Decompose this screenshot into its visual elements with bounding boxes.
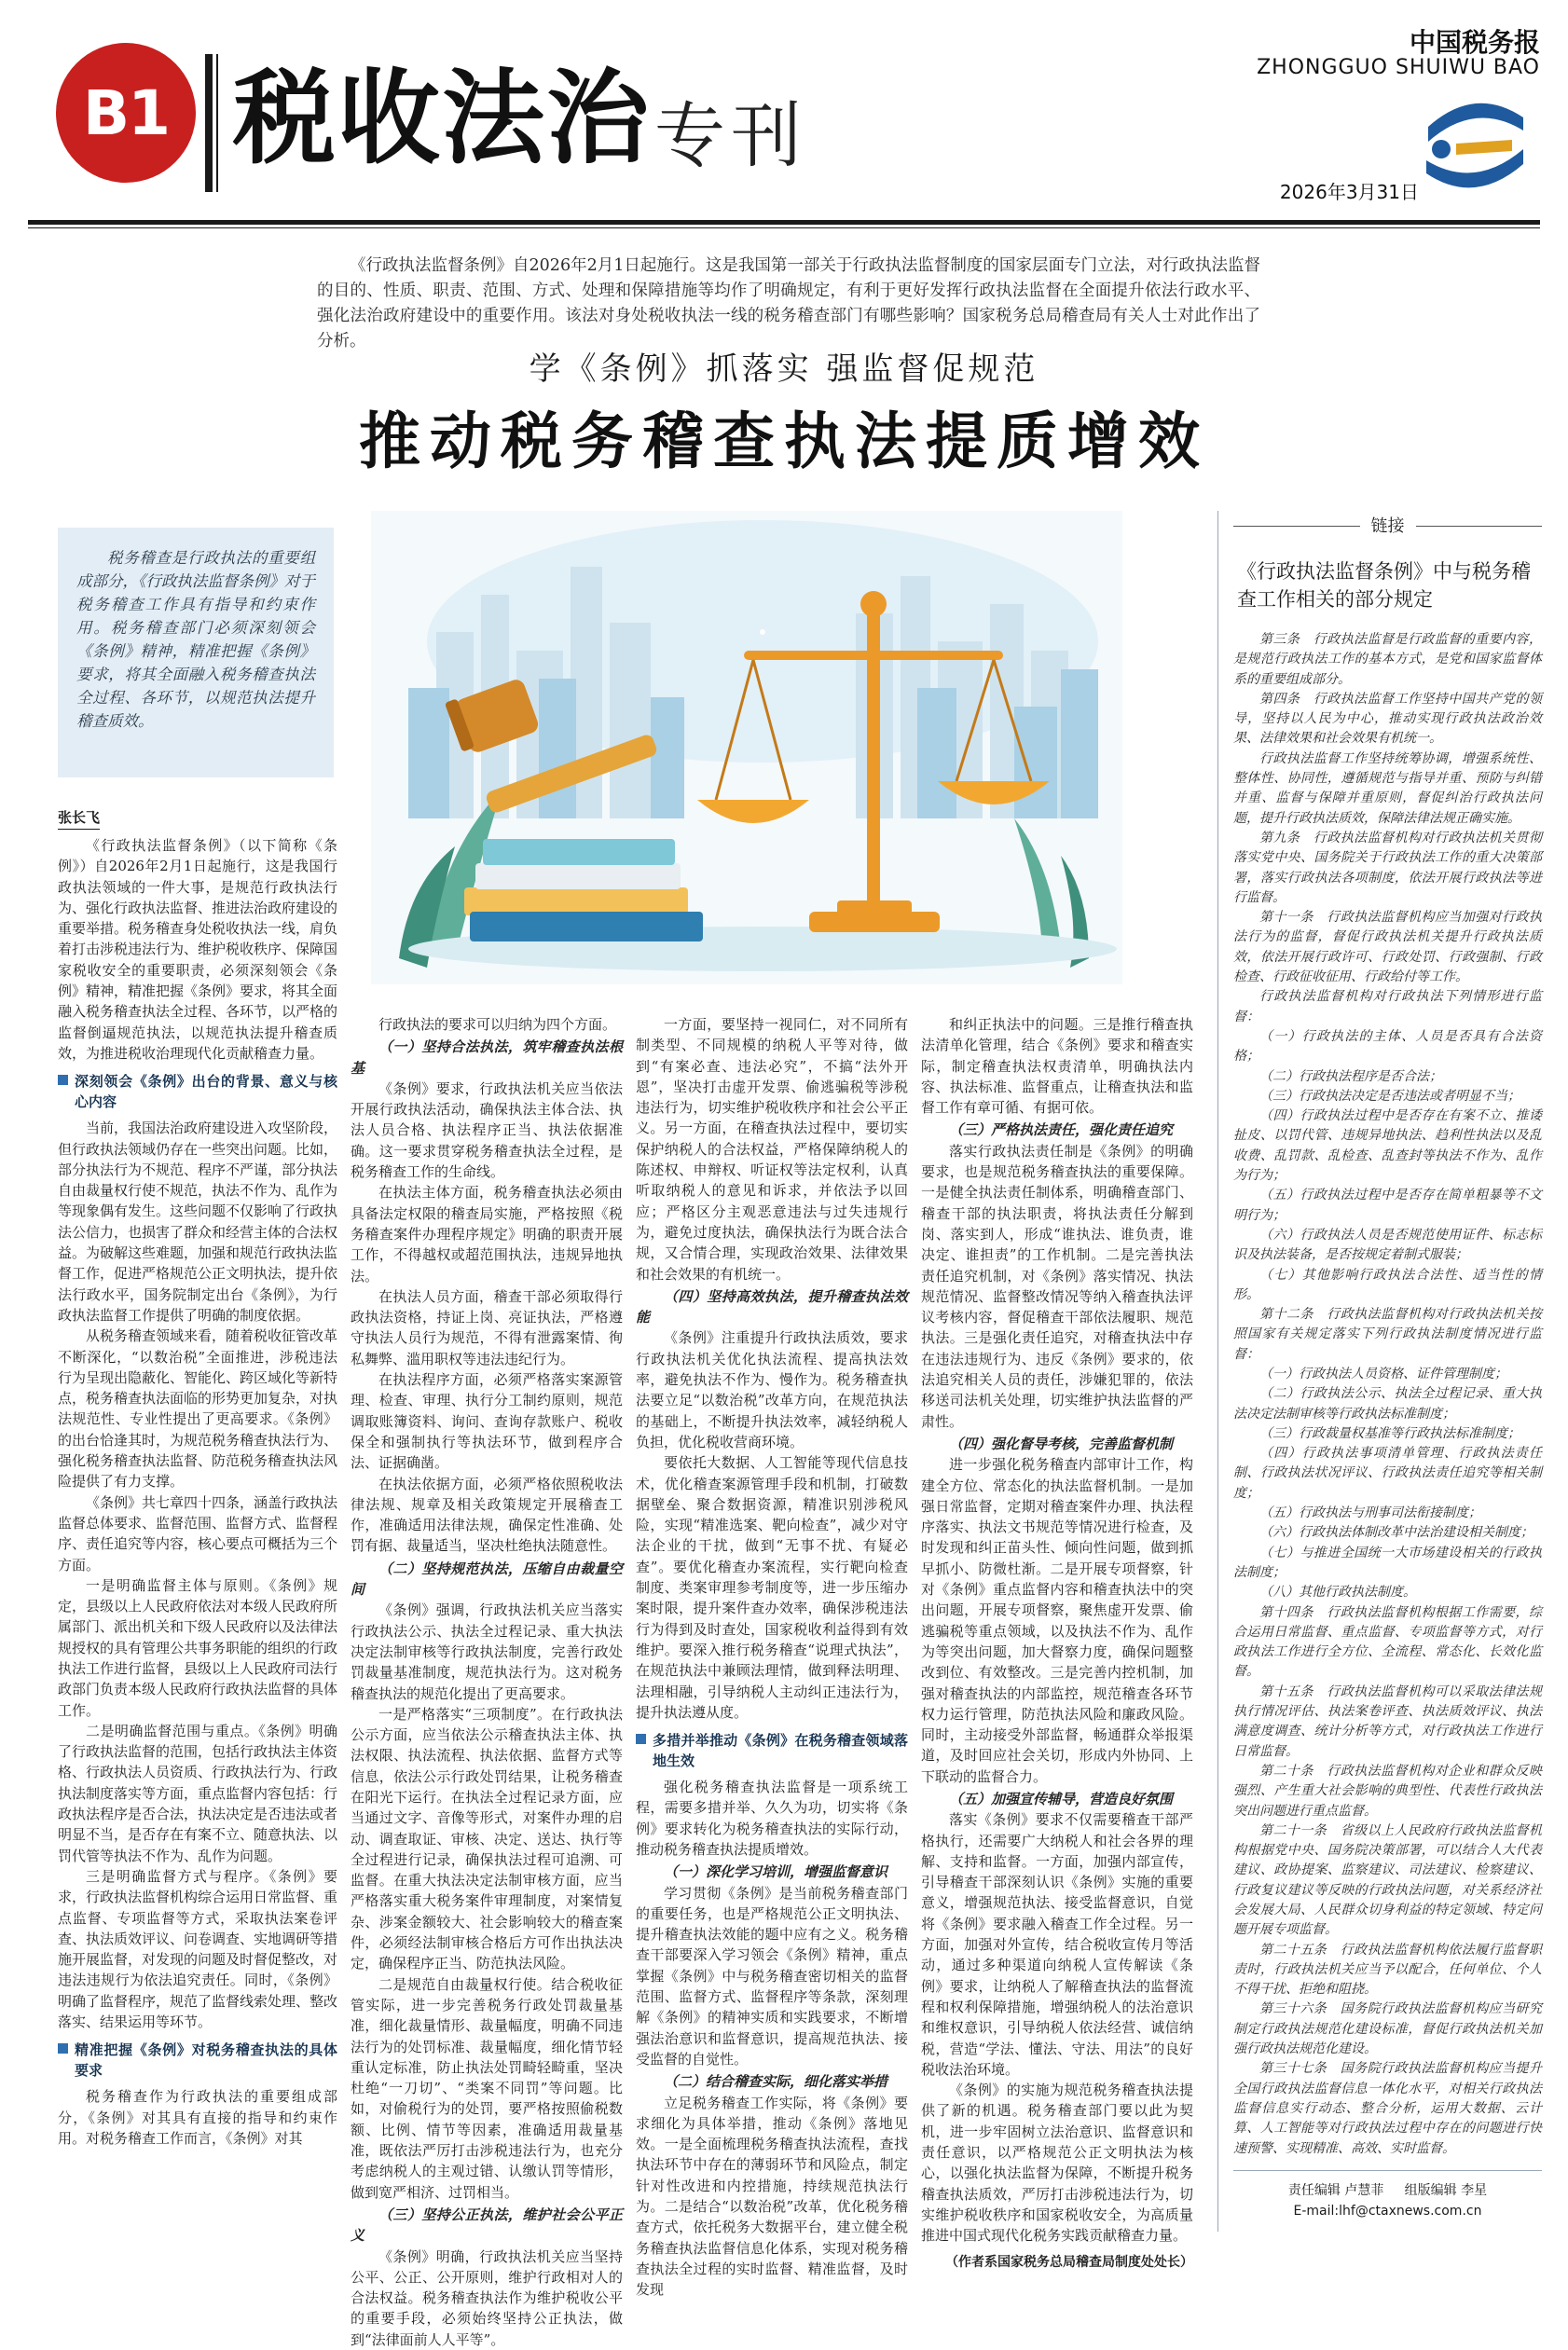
editor-credits-line: [1233, 2180, 1542, 2201]
editor-name: 卢慧菲: [1344, 2183, 1384, 2198]
regulation-article: （一）行政执法的主体、人员是否具有合法资格；: [1233, 1028, 1542, 1065]
regulation-article: 第十五条 行政执法监督机构可以采取法律法规执行情况评估、执法案卷评查、执法质效评议、执法满意度调查、统计分析等方式，对行政执法工作进行日常监督。: [1233, 1683, 1542, 1759]
regulation-article: 第三十六条 国务院行政执法监督机构应当研究制定行政执法规范化建设标准，督促行政执法机关加强行政执法规范化建设。: [1233, 2001, 1542, 2057]
regulation-article: 第十二条 行政执法监督机构对行政执法机关按照国家有关规定落实下列行政执法制度情况进行监督：: [1233, 1307, 1542, 1362]
subsection-heading: （三）坚持公正执法，维护社会公平正义: [351, 2206, 623, 2245]
article-paragraph: 二是明确监督范围与重点。《条例》明确了行政执法监督的范围，包括行政执法主体资格、行政执法人员资质、行政执法行为、行政执法制度落实等方面，重点监督内容包括：行政执法程序是否合法，执法决定是否违法或者明显不当，是否存在有案不立、随意执法、以罚代管等执法不作为、乱作为问题。: [58, 1722, 338, 1864]
newspaper-logo-icon: [1419, 89, 1531, 201]
layout-editor-label: 组版编辑: [1404, 2183, 1457, 2198]
page-number-badge: B1: [56, 43, 196, 183]
article-paragraph: 《条例》强调，行政执法机关应当落实行政执法公示、执法全过程记录、重大执法决定法制审核等行政执法制度，完善行政处罚裁量基准制度，规范执法行为。这对税务稽查执法的规范化提出了更高要求。: [351, 1601, 623, 1702]
section-title: 税收法治: [233, 59, 651, 178]
regulation-article: 行政执法监督工作坚持统筹协调，增强系统性、整体性、协同性，遵循规范与指导并重、预防与纠错并重、监督与保障并重原则，督促纠治行政执法问题，提升行政执法质效，保障法律法规正确实施。: [1233, 750, 1542, 826]
masthead-rule-thin: [28, 227, 1540, 228]
regulation-article: （八）其他行政执法制度。: [1259, 1585, 1416, 1601]
regulation-article: （二）行政执法程序是否合法；: [1259, 1068, 1442, 1084]
article-paragraph: 当前，我国法治政府建设进入攻坚阶段，但行政执法领域仍存在一些突出问题。比如，部分执法行为不规范、程序不严谨，部分执法自由裁量权行使不规范，执法不作为、乱作为等现象偶有发生。这些问题不仅影响了行政执法公信力，也损害了群众和经营主体的合法权益。为破解这些难题，加强和规范行政执法监督工作，促进严格规范公正文明执法，提升依法行政水平，国务院制定出台《条例》，为行政执法监督工作提供了明确的制度依据。: [58, 1120, 338, 1324]
editor-email: E-mail:lhf@ctaxnews.com.cn: [1293, 2204, 1482, 2219]
newspaper-name-pinyin: ZHONGGUO SHUIWU BAO: [1257, 56, 1540, 79]
regulation-article: （七）与推进全国统一大市场建设相关的行政执法制度；: [1233, 1545, 1542, 1580]
article-paragraph: 在执法程序方面，必须严格落实案源管理、检查、审理、执行分工制约原则，规范调取账簿资料、询问、查询存款账户、税收保全和强制执行等执法环节，做到程序合法、证据确凿。: [351, 1371, 623, 1472]
regulation-article: 第二十一条 省级以上人民政府行政执法监督机构根据党中央、国务院决策部署，可以结合人大代表建议、政协提案、监察建议、司法建议、检察建议、行政复议建议等反映的行政执法问题，对关系经济社会发展大局、人民群众切身利益的特定领域、特定问题开展专项监督。: [1233, 1822, 1542, 1938]
article-column-4: [921, 1014, 1193, 2270]
regulation-article: 第三十七条 国务院行政执法监督机构应当提升全国行政执法监督信息一体化水平，对相关行政执法监督信息实行动态、整合分析，运用大数据、云计算、人工智能等对行政执法过程中存在的问题进行快速预警、实现精准、高效、实时监督。: [1233, 2061, 1542, 2156]
lead-paragraph: 《行政执法监督条例》自2026年2月1日起施行。这是我国第一部关于行政执法监督制度的国家层面专门立法，对行政执法监督的目的、性质、职责、范围、方式、处理和保障措施等均作了明确规定，有利于更好发挥行政执法监督在全面提升依法行政水平、强化法治政府建设中的重要作用。该法对身处税收执法一线的税务稽查部门有哪些影响？国家税务总局稽查局有关人士对此作出了分析。: [317, 256, 1260, 350]
sidebar-title: 《行政执法监督条例》中与税务稽查工作相关的部分规定: [1237, 560, 1531, 611]
regulation-article: （五）行政执法过程中是否存在简单粗暴等不文明行为；: [1233, 1188, 1542, 1223]
section-heading: 深刻领会《条例》出台的背景、意义与核心内容: [58, 1071, 337, 1112]
regulation-article: （六）行政执法人员是否规范使用证件、标志标识及执法装备，是否按规定着制式服装；: [1233, 1227, 1542, 1263]
article-paragraph: 强化税务稽查执法监督是一项系统工程，需要多措并举、久久为功，切实将《条例》要求转化为税务稽查执法的实际行动，推动税务稽查执法提质增效。: [636, 1779, 908, 1858]
article-paragraph: 一是严格落实“三项制度”。在行政执法公示方面，应当依法公示稽查执法主体、执法权限、执法流程、执法依据、监督方式等信息，依法公示行政处罚结果，让税务稽查在阳光下运行。在执法全过程记录方面，应当通过文字、音像等形式，对案件办理的启动、调查取证、审核、决定、送达、执行等全过程进行记录，确保执法过程可追溯、可监督。在重大执法决定法制审核方面，应当严格落实重大税务案件审理制度，对案情复杂、涉案金额较大、社会影响较大的稽查案件，必须经法制审核合格后方可作出执法决定，确保程序正当、防范执法风险。: [351, 1705, 623, 1972]
sidebar-body: [1233, 630, 1542, 2156]
related-regulations-sidebar: [1217, 511, 1542, 2232]
regulation-article: （七）其他影响行政执法合法性、适当性的情形。: [1233, 1267, 1542, 1302]
article-paragraph: 《条例》明确，行政执法机关应当坚持公平、公正、公开原则，维护行政相对人的合法权益。税务稽查执法作为维护税收公平的重要手段，必须始终坚持公正执法，做到“法律面前人人平等”。: [351, 2247, 623, 2348]
article-paragraph: 在执法主体方面，税务稽查执法必须由具备法定权限的稽查局实施，严格按照《税务稽查案件办理程序规定》明确的职责开展工作，不得越权或超范围执法，违规异地执法。: [351, 1184, 623, 1285]
article-paragraph: 《条例》注重提升行政执法质效，要求行政执法机关优化执法流程、提高执法效率，避免执法不作为、慢作为。税务稽查执法要立足“以数治税”改革方向，在规范执法的基础上，不断提升执法效率，减轻纳税人负担，优化税收营商环境。: [636, 1329, 908, 1450]
article-paragraph: 在执法依据方面，必须严格依照税收法律法规、规章及相关政策规定开展稽查工作，准确适用法律法规，确保定性准确、处罚有据、裁量适当，坚决杜绝执法随意性。: [351, 1475, 623, 1555]
author-byline: 张长飞: [58, 807, 100, 830]
subsection-heading: （四）强化督导考核，完善监督机制: [949, 1435, 1174, 1452]
article-paragraph: 和纠正执法中的问题。三是推行稽查执法清单化管理，结合《条例》要求和稽查实际，制定稽查执法权责清单，明确执法内容、执法标准、监督重点，让稽查执法和监督工作有章可循、有据可依。: [921, 1016, 1193, 1117]
article-paragraph: 在执法人员方面，稽查干部必须取得行政执法资格，持证上岗、亮证执法，严格遵守执法人员行为规范，不得有泄露案情、徇私舞弊、滥用职权等违法违纪行为。: [351, 1287, 623, 1367]
regulation-article: 第四条 行政执法监督工作坚持中国共产党的领导，坚持以人民为中心，推动实现行政执法政治效果、法律效果和社会效果有机统一。: [1233, 691, 1542, 747]
subsection-heading: （三）严格执法责任，强化责任追究: [949, 1121, 1174, 1139]
main-headline: 推动税务稽查执法提质增效: [359, 405, 1209, 477]
masthead-divider: [205, 54, 213, 192]
editor-note: 税务稽查是行政执法的重要组成部分，《行政执法监督条例》对于税务稽查工作具有指导和约束作用。税务稽查部门必须深刻领会《条例》精神，精准把握《条例》要求，将其全面融入税务稽查执法全过程、各环节，以规范执法提升稽查质效。: [58, 528, 334, 777]
regulation-article: 第十一条 行政执法监督机构应当加强对行政执法行为的监督，督促行政执法机关提升行政执法质效，依法开展行政许可、行政处罚、行政强制、行政检查、行政征收征用、行政给付等工作。: [1233, 910, 1542, 985]
regulation-article: 行政执法监督机构对行政执法下列情形进行监督：: [1233, 989, 1542, 1024]
layout-editor-name: 李星: [1461, 2183, 1488, 2198]
regulation-article: （六）行政执法体制改革中法治建设相关制度；: [1259, 1525, 1534, 1541]
regulation-article: 第十四条 行政执法监督机构根据工作需要，综合运用日常监督、重点监督、专项监督等方式，对行政执法工作进行全方位、全流程、常态化、长效化监督。: [1233, 1604, 1542, 1680]
article-paragraph: 《条例》的实施为规范税务稽查执法提供了新的机遇。税务稽查部门要以此为契机，进一步牢固树立法治意识、监督意识和责任意识，以严格规范公正文明执法为核心，以强化执法监督为保障，不断提升税务稽查执法质效，严厉打击涉税违法行为，切实维护税收秩序和国家税收安全，为高质量推进中国式现代化税务实践贡献稽查力量。: [921, 2082, 1193, 2245]
article-paragraph: 《条例》共七章四十四条，涵盖行政执法监督总体要求、监督范围、监督方式、监督程序、责任追究等内容，核心要点可概括为三个方面。: [58, 1493, 338, 1574]
masthead-divider-thin: [216, 54, 218, 192]
article-paragraph: 立足税务稽查工作实际，将《条例》要求细化为具体举措，推动《条例》落地见效。一是全面梳理税务稽查执法流程，查找执法环节中存在的薄弱环节和风险点，制定针对性改进和内控措施，持续规范执法行为。二是结合“以数治税”改革，优化税务稽查方式，依托税务大数据平台，建立健全税务稽查执法监督信息化体系，实现对税务稽查执法全过程的实时监督、精准监督，及时发现: [636, 2094, 908, 2299]
newspaper-name: 中国税务报: [1409, 27, 1540, 58]
subsection-heading: （四）坚持高效执法，提升稽查执法效能: [636, 1287, 908, 1326]
editor-label: 责任编辑: [1287, 2183, 1341, 2198]
article-paragraph: 一是明确监督主体与原则。《条例》规定，县级以上人民政府依法对本级人民政府所属部门、派出机关和下级人民政府以及法律法规授权的具有管理公共事务职能的组织的行政执法工作进行监督，县级以上人民政府司法行政部门负责本级人民政府行政执法监督的具体工作。: [58, 1576, 338, 1719]
article-paragraph: 《条例》要求，行政执法机关应当依法开展行政执法活动，确保执法主体合法、执法人员合格、执法程序正当、执法依据准确。这一要求贯穿税务稽查执法全过程，是税务稽查工作的生命线。: [351, 1079, 623, 1181]
issue-date: 2026年3月31日: [1279, 181, 1419, 203]
article-paragraph: 要依托大数据、人工智能等现代信息技术，优化稽查案源管理手段和机制，打破数据壁垒、聚合数据资源，精准识别涉税风险，实现“精准选案、靶向检查”，减少对守法企业的干扰，做到“无事不扰、有疑必查”。要优化稽查办案流程，实行靶向检查制度、类案审理参考制度等，进一步压缩办案时限，提升案件查办效率，确保涉税违法行为得到及时查处，国家税收利益得到有效维护。要深入推行税务稽查“说理式执法”，在规范执法中兼顾法理情，做到释法明理、法理相融，引导纳税人主动纠正违法行为，提升执法遵从度。: [636, 1454, 908, 1721]
article-paragraph: 落实《条例》要求不仅需要稽查干部严格执行，还需要广大纳税人和社会各界的理解、支持和监督。一方面，加强内部宣传，引导稽查干部深刻认识《条例》实施的重要意义，增强规范执法、接受监督意识，自觉将《条例》要求融入稽查工作全过程。另一方面，加强对外宣传，结合税收宣传月等活动，通过多种渠道向纳税人宣传解读《条例》要求，让纳税人了解稽查执法的监督流程和权利保障措施，增强纳税人的法治意识和维权意识，引导纳税人依法经营、诚信纳税，营造“学法、懂法、守法、用法”的良好税收法治环境。: [921, 1811, 1193, 2078]
subsection-heading: （二）结合稽查实际，细化落实举措: [664, 2073, 888, 2091]
section-heading: 精准把握《条例》对税务稽查执法的具体要求: [58, 2040, 337, 2081]
subsection-heading: （一）坚持合法执法，筑牢稽查执法根基: [351, 1038, 623, 1077]
author-credit: （作者系国家税务总局稽查局制度处处长）: [945, 2254, 1193, 2270]
regulation-article: （五）行政执法与刑事司法衔接制度；: [1259, 1505, 1481, 1521]
regulation-article: （四）行政执法事项清单管理、行政执法责任制、行政执法状况评议、行政执法责任追究等相关制度；: [1233, 1446, 1542, 1501]
subsection-heading: （一）深化学习培训，增强监督意识: [664, 1863, 888, 1881]
article-paragraph: 进一步强化税务稽查内部审计工作，构建全方位、常态化的执法监督机制。一是加强日常监督，定期对稽查案件办理、执法程序落实、执法文书规范等情况进行检查，及时发现和纠正苗头性、倾向性问题，做到抓早抓小、防微杜渐。二是开展专项督察，针对《条例》重点监督内容和稽查执法中的突出问题，开展专项督察，聚焦虚开发票、偷逃骗税等重点领域，以及执法不作为、乱作为等突出问题，加大督察力度，确保问题整改到位、有效整改。三是完善内控机制，加强对稽查执法的内部监控，规范稽查各环节权力运行管理，防范执法风险和廉政风险。同时，主动接受外部监督，畅通群众举报渠道，及时回应社会关切，形成内外协同、上下联动的监督合力。: [921, 1456, 1193, 1785]
article-column-1: [58, 835, 337, 2233]
regulation-article: 第二十五条 行政执法监督机构依法履行监督职责时，行政执法机关应当予以配合，任何单位、个人不得干扰、拒绝和阻挠。: [1233, 1942, 1542, 1998]
article-paragraph: 落实行政执法责任制是《条例》的明确要求，也是规范税务稽查执法的重要保障。一是健全执法责任制体系，明确稽查部门、稽查干部的执法职责，将执法责任分解到岗、落实到人，形成“谁执法、谁负责，谁决定、谁担责”的工作机制。二是完善执法责任追究机制，对《条例》落实情况、执法规范情况、监督整改情况等纳入稽查执法评议考核内容，督促稽查干部依法履职、规范执法。三是强化责任追究，对稽查执法中存在违法违规行为、违反《条例》要求的，依法追究相关人员的责任，涉嫌犯罪的，依法移送司法机关处理，切实维护执法监督的严肃性。: [921, 1142, 1193, 1430]
article-paragraph: 《行政执法监督条例》（以下简称《条例》）自2026年2月1日起施行，这是我国行政执法领域的一件大事，是规范行政执法行为、强化行政执法监督、推进法治政府建设的重要举措。税务稽查身处税收执法一线，肩负着打击涉税违法行为、维护税收秩序、保障国家税收安全的重要职责，必须深刻领会《条例》精神，精准把握《条例》要求，将其全面融入税务稽查执法全过程、各环节，以严格的监督倒逼规范执法，以规范执法提升稽查质效，为推进税收治理现代化贡献稽查力量。: [58, 837, 338, 1062]
regulation-article: （三）行政裁量权基准等行政执法标准制度；: [1259, 1425, 1520, 1441]
section-subtitle: 专刊: [654, 94, 807, 177]
regulation-article: （一）行政执法人员资格、证件管理制度；: [1259, 1366, 1507, 1381]
section-heading: 多措并举推动《条例》在税务稽查领域落地生效: [636, 1730, 908, 1771]
regulation-article: （四）行政执法过程中是否存在有案不立、推诿扯皮、以罚代管、违规异地执法、趋利性执法以及乱收费、乱罚款、乱检查、乱查封等执法不作为、乱作为行为；: [1233, 1108, 1542, 1184]
regulation-article: 第九条 行政执法监督机构对行政执法机关贯彻落实党中央、国务院关于行政执法工作的重大决策部署，落实行政执法各项制度，依法开展行政执法等进行监督。: [1233, 830, 1542, 905]
article-paragraph: 税务稽查作为行政执法的重要组成部分，《条例》对其具有直接的指导和约束作用。对税务稽查工作而言，《条例》对其: [58, 2088, 337, 2147]
regulation-article: （三）行政执法决定是否违法或者明显不当；: [1259, 1088, 1520, 1104]
editor-credits: [1233, 2170, 1542, 2232]
article-paragraph: 从税务稽查领域来看，随着税收征管改革不断深化，“以数治税”全面推进，涉税违法行为呈现出隐蔽化、智能化、跨区域化等新特点，税务稽查执法面临的形势更加复杂，对执法规范性、专业性提出了更高要求。《条例》的出台恰逢其时，为规范税务稽查执法行为、强化税务稽查执法监督、防范税务稽查执法风险提供了有力支撑。: [58, 1327, 338, 1491]
masthead-rule: [28, 220, 1540, 225]
article-column-3: [636, 1014, 908, 2299]
regulation-article: 第三条 行政执法监督是行政监督的重要内容，是规范行政执法工作的基本方式，是党和国家监督体系的重要组成部分。: [1233, 632, 1542, 687]
article-paragraph: 一方面，要坚持一视同仁，对不同所有制类型、不同规模的纳税人平等对待，做到“有案必查、违法必究”，不搞“法外开恩”，坚决打击虚开发票、偷逃骗税等涉税违法行为，切实维护税收秩序和社会公平正义。另一方面，在稽查执法过程中，要切实保护纳税人的合法权益，严格保障纳税人的陈述权、申辩权、听证权等法定权利，认真听取纳税人的意见和诉求，并依法予以回应；严格区分主观恶意违法与过失违规行为，避免过度执法，确保执法行为既合法合规，又合情合理，实现政治效果、法律效果和社会效果的有机统一。: [636, 1016, 908, 1283]
article-column-2: [351, 1014, 623, 2348]
sidebar-tag: [1233, 511, 1542, 544]
regulation-article: 第二十条 行政执法监督机构对企业和群众反映强烈、产生重大社会影响的典型性、代表性行政执法突出问题进行重点监督。: [1233, 1763, 1542, 1819]
subsection-heading: （五）加强宣传辅导，营造良好氛围: [949, 1790, 1174, 1807]
article-paragraph: 学习贯彻《条例》是当前税务稽查部门的重要任务，也是严格规范公正文明执法、提升稽查执法效能的题中应有之义。税务稽查干部要深入学习领会《条例》精神，重点掌握《条例》中与税务稽查密切相关的监督范围、监督方式、监督程序等条款，深刻理解《条例》的精神实质和实践要求，不断增强法治意识和监督意识，提高规范执法、接受监督的自觉性。: [636, 1884, 908, 2068]
sidebar-tag-label: 链接: [1360, 513, 1416, 537]
article-paragraph: 三是明确监督方式与程序。《条例》要求，行政执法监督机构综合运用日常监督、重点监督、专项监督等方式，采取执法案卷评查、执法质效评议、问卷调查、实地调研等措施开展监督，对发现的问题及时督促整改，对违法违规行为依法追究责任。同时，《条例》明确了监督程序，规范了监督线索处理、整改落实、结果运用等环节。: [58, 1867, 338, 2031]
kicker-headline: 学《条例》抓落实 强监督促规范: [529, 350, 1039, 388]
regulation-article: （二）行政执法公示、执法全过程记录、重大执法决定法制审核等行政执法标准制度；: [1233, 1386, 1542, 1422]
article-paragraph: 二是规范自由裁量权行使。结合税收征管实际，进一步完善税务行政处罚裁量基准，细化裁量情形、裁量幅度，明确不同违法行为的处罚标准、裁量幅度，细化情节轻重认定标准，防止执法处罚畸轻畸重，坚决杜绝“一刀切”、“类案不同罚”等问题。比如，对偷税行为的处罚，要严格按照偷税数额、比例、情节等因素，准确适用裁量基准，既依法严厉打击涉税违法行为，也充分考虑纳税人的主观过错、认缴认罚等情形，做到宽严相济、过罚相当。: [351, 1975, 623, 2201]
subsection-heading: （二）坚持规范执法，压缩自由裁量空间: [351, 1560, 623, 1599]
scales-of-justice-illustration: [371, 511, 1122, 984]
article-paragraph: 行政执法的要求可以归纳为四个方面。: [378, 1016, 617, 1033]
